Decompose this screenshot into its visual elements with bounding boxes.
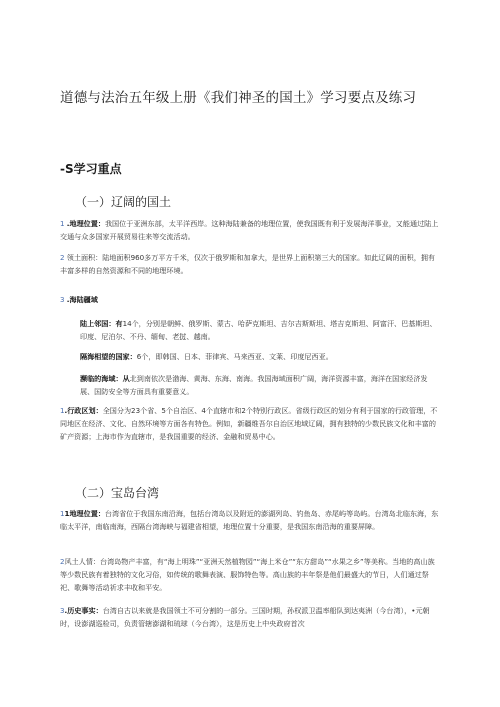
list-item — [60, 293, 440, 306]
page-title: 道德与法治五年级上册《我们神圣的国土》学习要点及练习 — [60, 90, 417, 106]
section-heading-vast-territory: （一）辽阔的国土 — [75, 195, 172, 209]
item-number: 3 — [60, 295, 65, 304]
item-number: 2 — [60, 253, 65, 262]
item-text: 我国位于亚洲东部，太平洋西岸。这种海陆兼备的地理位置，使我国既有利于发展海洋事业，又能通过陆上交通与众多国家开展贸易往来等交流活动。 — [60, 219, 439, 241]
item-label: .地理位置： — [66, 219, 105, 228]
sub-item-land-neighbors: 陆上邻国：有14个，分别是朝鲜、俄罗斯、蒙古、哈萨克斯坦、吉尔吉斯斯坦、塔吉克斯坦、阿富汗、巴基斯坦、印度、尼泊尔、不丹、缅甸、老挝、越南。 — [80, 319, 437, 341]
item-text: 领土面积：陆地面积960多万平方千米，仅次于俄罗斯和加拿大，是世界上面积第三大的国家。如此辽阔的面积，拥有丰富多样的自然资源和不同的地理环境。 — [60, 253, 436, 275]
section-heading-taiwan: （二）宝岛台湾 — [75, 486, 160, 500]
sub-item-sea-neighbors: 隔海相望的国家：6个，即韩国、日本、菲律宾、马来西亚、文莱、印度尼西亚。 — [80, 352, 333, 361]
study-points-heading: -S学习重点 — [60, 162, 122, 176]
list-item: 2风土人情：台湾岛物产丰富，有“海上明珠”“亚洲天然植物园”“海上米仓”“东方甜岛”“水果之乡”等美称。当地的高山族等少数民族有着独特的文化习俗，如传统的歌舞表演、服饰特色等。高山族的丰年祭是他们最盛大的节日，人们通过祭祀、歌舞等活动祈求丰收和平安。 — [60, 557, 435, 592]
list-item: 3.历史事实：台湾自古以来就是我国领土不可分割的一部分。三国时期，孙权派卫温率船队到达夷洲（今台湾），•元朝时，设澎湖巡检司，负责管辖澎湖和琉球（今台湾），这是历史上中央政府首次 — [60, 606, 430, 628]
list-item: 11地理位置：台湾省位于我国东南沿海，包括台湾岛以及附近的澎湖列岛、钓鱼岛、赤尾屿等岛屿。台湾岛北临东海，东临太平洋，南临南海，西隔台湾海峡与福建省相望，地理位置十分重要，是我国东南沿海的重要屏障。 — [60, 509, 439, 531]
sub-item-adjacent-seas: 濒临的海域：从北到南依次是渤海、黄海、东海、南海。我国海域面积广阔，海洋资源丰富，海洋在国家经济发展、国防安全等方面具有重要意义。 — [80, 374, 428, 396]
item-label: .海陆疆域 — [66, 295, 98, 304]
list-item — [60, 217, 440, 243]
list-item — [60, 251, 440, 277]
item-number: 1 — [60, 219, 65, 228]
list-item-admin-divisions: 1.行政区划：全国分为23个省、5个自治区、4个直辖市和2个特别行政区。省级行政区的划分有利于国家的行政管理，不同地区在经济、文化、自然环境等方面各有特色。例如，新疆维吾尔自治区地域辽阔，拥有独特的少数民族文化和丰富的矿产资源；上海市作为直辖市，是我国重要的经济、金融和贸易中心。 — [60, 406, 438, 441]
